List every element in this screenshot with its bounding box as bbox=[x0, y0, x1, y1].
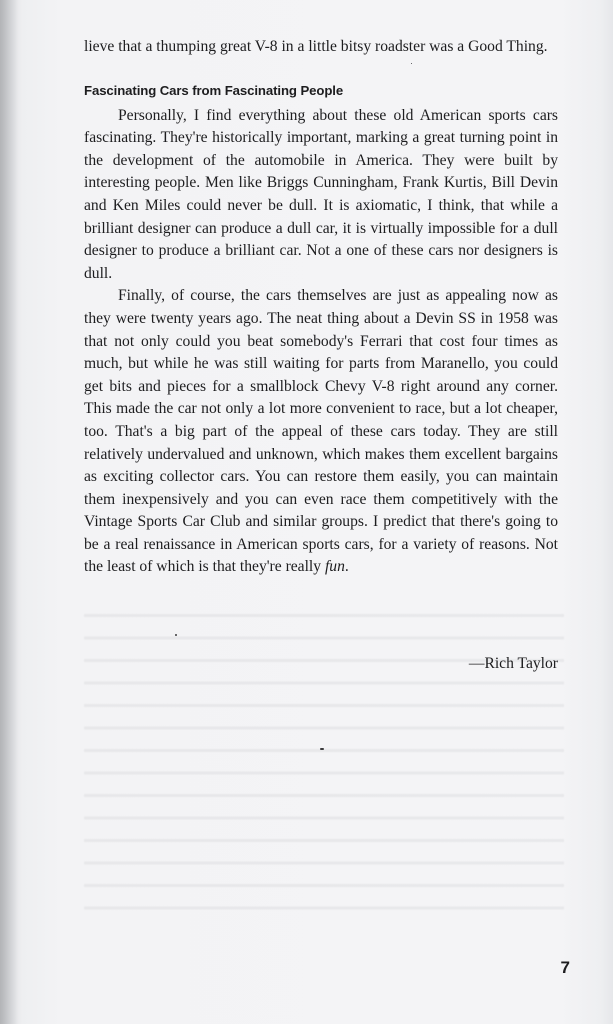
continued-paragraph: lieve that a thumping great V-8 in a little bitsy roadster was a Good Thing. bbox=[84, 38, 548, 55]
paragraph-1: Personally, I find everything about these old American sports cars fascinating. They're historically important, marking a great turning point in the development of the automobile in America. They were built by interesting people. Men like Briggs Cunningham, Frank Kurtis, Bill Devin and Ken Miles could never be dull. It is axiomatic, I think, that while a brilliant designer can produce a dull car, it is virtually impossible for a dull designer to produce a brilliant car. Not a one of these cars nor designers is dull. bbox=[84, 106, 558, 282]
emphasized-word: fun bbox=[324, 558, 345, 576]
print-speck bbox=[320, 748, 324, 750]
print-speck bbox=[175, 634, 177, 636]
section-heading: Fascinating Cars from Fascinating People bbox=[84, 82, 344, 98]
page-number: 7 bbox=[560, 958, 570, 977]
paragraph-2-text: Finally, of course, the cars themselves are just as appealing now as they were twenty years ago. The neat thing about a Devin SS in 1958 was that not only could you beat somebody's Ferrari that cost four times as much, but while he was still waiting for parts from Maranello, you could get bits and pieces for a smallblock Chevy V-8 right around any corner. This made the car not only a lot more convenient to race, but a lot cheaper, too. That's a big part of the appeal of these cars today. They are still relatively undervalued and unknown, which makes them excellent bargains as exciting collector cars. You can restore them easily, you can maintain them inexpensively and you can even race them competitively with the Vintage Sports Car Club and similar groups. I predict that there's going to be a real renaissance in American sports cars, for a variety of reasons. Not the least of which is that they're really bbox=[84, 287, 558, 576]
body-text bbox=[84, 36, 558, 579]
paragraph-2-end: . bbox=[344, 558, 349, 576]
print-speck bbox=[411, 63, 412, 64]
page-gutter-shadow bbox=[0, 0, 18, 1024]
paragraph-2 bbox=[84, 285, 558, 579]
author-signature: —Rich Taylor bbox=[468, 655, 558, 672]
show-through-text bbox=[84, 600, 564, 920]
